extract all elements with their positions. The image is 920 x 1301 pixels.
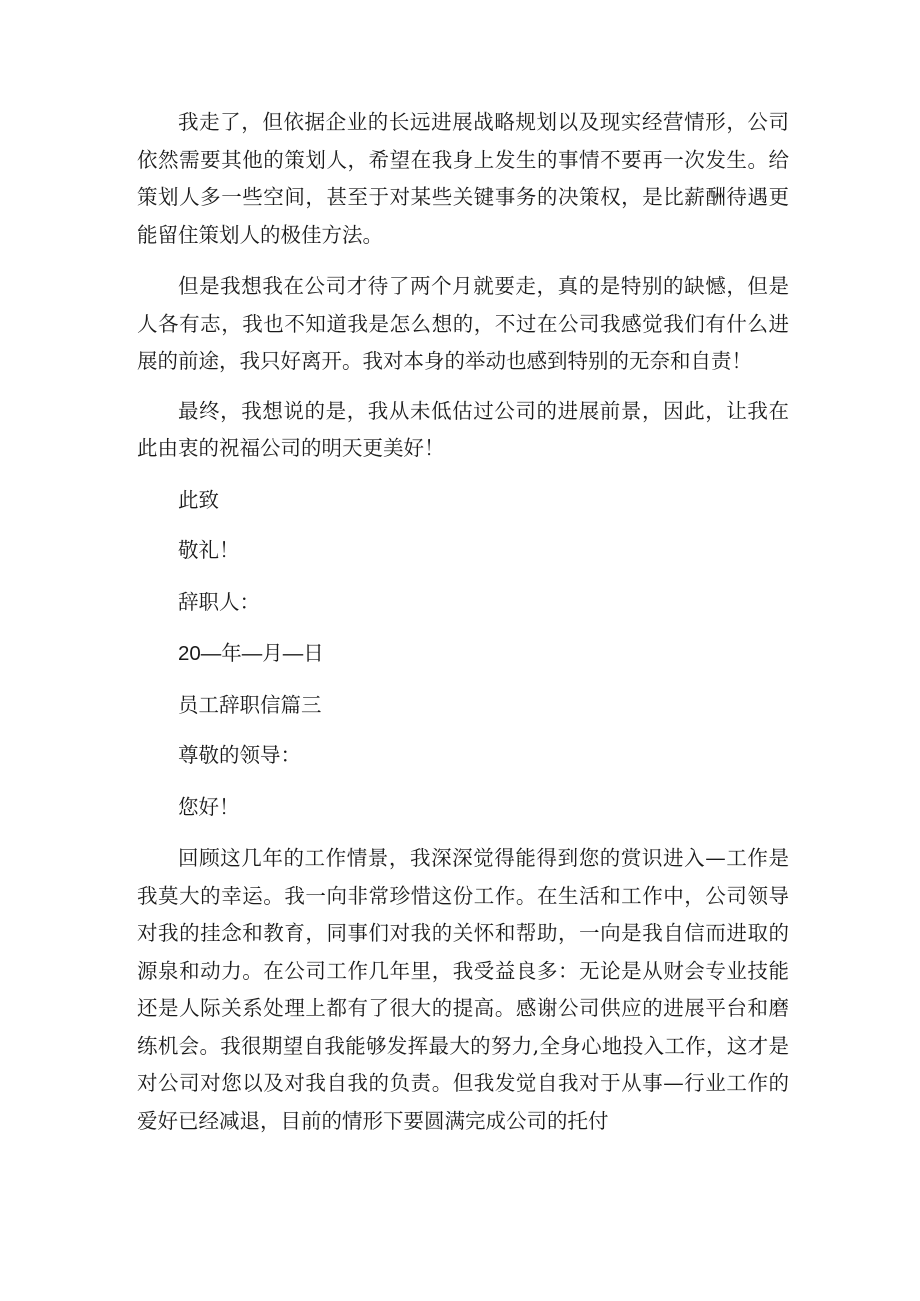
letter-content (137, 104, 789, 1140)
closing-phrase: 此致 (178, 487, 219, 512)
paragraph-regret: 但是我想我在公司才待了两个月就要走，真的是特别的缺憾，但是人各有志，我也不知道我是怎么想的，不过在公司我感觉我们有什么进展的前途，我只好离开。我对本身的举动也感到特别的无奈和自责！ (137, 274, 789, 373)
paragraph-blessing: 最终，我想说的是，我从未低估过公司的进展前景，因此，让我在此由衷的祝福公司的明天更美好！ (137, 398, 789, 460)
signer-label: 辞职人： (178, 589, 260, 614)
section-title: 员工辞职信篇三 (178, 692, 322, 717)
paragraph-strategy: 我走了，但依据企业的长远进展战略规划以及现实经营情形，公司依然需要其他的策划人，希望在我身上发生的事情不要再一次发生。给策划人多一些空间，甚至于对某些关键事务的决策权，是比薪酬待遇更能留住策划人的极佳方法。 (137, 110, 789, 247)
letter-date: 20—年—月—日 (178, 642, 324, 665)
greeting: 您好！ (178, 794, 240, 819)
paragraph-review: 回顾这几年的工作情景，我深深觉得能得到您的赏识进入—工作是我莫大的幸运。我一向非常珍惜这份工作。在生活和工作中，公司领导对我的挂念和教育，同事们对我的关怀和帮助，一向是我自信而进取的源泉和动力。在公司工作几年里，我受益良多：无论是从财会专业技能还是人际关系处理上都有了很大的提高。感谢公司供应的进展平台和磨练机会。我很期望自我能够发挥最大的努力,全身心地投入工作，这才是对公司对您以及对我自我的负责。但我发觉自我对于从事—行业工作的爱好已经减退，目前的情形下要圆满完成公司的托付 (137, 846, 789, 1133)
salute-phrase: 敬礼！ (178, 538, 240, 562)
salutation: 尊敬的领导： (178, 743, 301, 767)
